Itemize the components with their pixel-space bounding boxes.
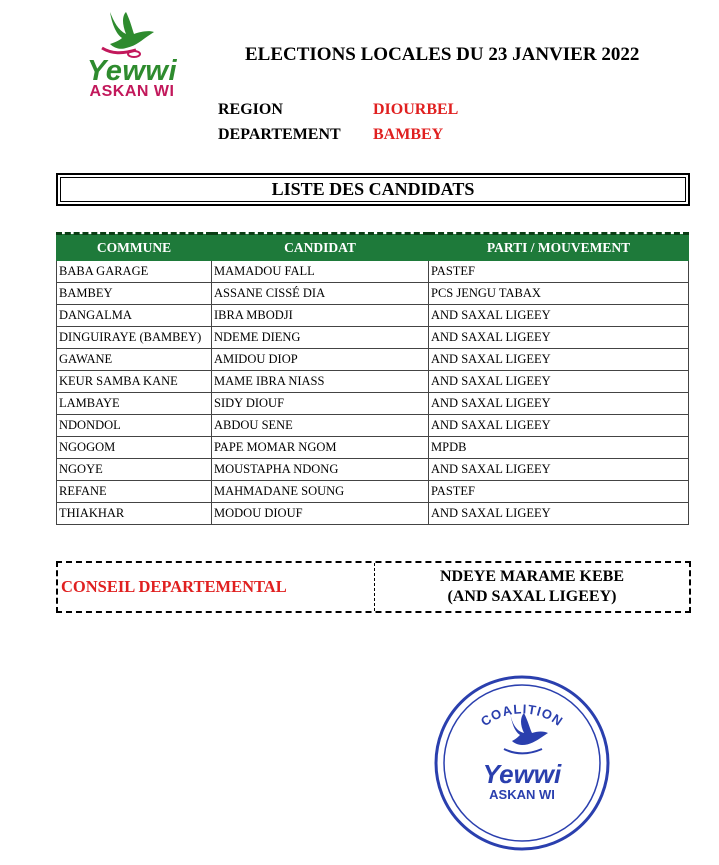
table-row xyxy=(57,305,689,327)
table-row xyxy=(57,327,689,349)
stamp-sub: ASKAN WI xyxy=(489,787,555,802)
commune-cell: NGOGOM xyxy=(57,437,212,459)
table-row xyxy=(57,283,689,305)
parti-cell: PASTEF xyxy=(429,481,689,503)
candidat-cell: AMIDOU DIOP xyxy=(212,349,429,371)
candidat-cell: SIDY DIOUF xyxy=(212,393,429,415)
coalition-stamp xyxy=(432,673,612,853)
stamp-seal xyxy=(432,673,612,853)
table-row xyxy=(57,261,689,283)
parti-cell: AND SAXAL LIGEEY xyxy=(429,393,689,415)
column-header-candidat: CANDIDAT xyxy=(212,234,429,261)
parti-cell: PCS JENGU TABAX xyxy=(429,283,689,305)
dove-icon xyxy=(62,10,202,60)
parti-cell: PASTEF xyxy=(429,261,689,283)
table-row xyxy=(57,415,689,437)
commune-cell: THIAKHAR xyxy=(57,503,212,525)
table-row xyxy=(57,437,689,459)
stamp-top-text: COALITION xyxy=(477,701,567,730)
conseil-departemental-box xyxy=(56,561,691,613)
table-row xyxy=(57,503,689,525)
parti-cell: AND SAXAL LIGEEY xyxy=(429,459,689,481)
logo-brand: Yewwi xyxy=(86,55,178,87)
table-header-row xyxy=(57,234,689,261)
commune-cell: NDONDOL xyxy=(57,415,212,437)
candidat-cell: MAME IBRA NIASS xyxy=(212,371,429,393)
commune-cell: LAMBAYE xyxy=(57,393,212,415)
column-header-parti: PARTI / MOUVEMENT xyxy=(429,234,689,261)
candidat-cell: ABDOU SENE xyxy=(212,415,429,437)
commune-cell: BABA GARAGE xyxy=(57,261,212,283)
commune-cell: NGOYE xyxy=(57,459,212,481)
council-candidate: NDEYE MARAME KEBE xyxy=(439,568,624,585)
candidat-cell: ASSANE CISSÉ DIA xyxy=(212,283,429,305)
table-row xyxy=(57,459,689,481)
candidat-cell: MAHMADANE SOUNG xyxy=(212,481,429,503)
commune-cell: KEUR SAMBA KANE xyxy=(57,371,212,393)
parti-cell: AND SAXAL LIGEEY xyxy=(429,349,689,371)
parti-cell: AND SAXAL LIGEEY xyxy=(429,415,689,437)
commune-cell: REFANE xyxy=(57,481,212,503)
commune-cell: DINGUIRAYE (BAMBEY) xyxy=(57,327,212,349)
page-title: ELECTIONS LOCALES DU 23 JANVIER 2022 xyxy=(245,44,640,65)
parti-cell: AND SAXAL LIGEEY xyxy=(429,503,689,525)
table-row xyxy=(57,481,689,503)
table-row xyxy=(57,371,689,393)
parti-cell: AND SAXAL LIGEEY xyxy=(429,327,689,349)
column-header-commune: COMMUNE xyxy=(57,234,212,261)
council-party: (AND SAXAL LIGEEY) xyxy=(447,588,617,605)
candidat-cell: MOUSTAPHA NDONG xyxy=(212,459,429,481)
department-label: DEPARTEMENT xyxy=(218,126,341,143)
candidat-cell: MODOU DIOUF xyxy=(212,503,429,525)
yewwi-logo xyxy=(62,10,202,102)
commune-cell: BAMBEY xyxy=(57,283,212,305)
council-label: CONSEIL DEPARTEMENTAL xyxy=(58,563,375,611)
candidates-table xyxy=(56,232,689,525)
parti-cell: AND SAXAL LIGEEY xyxy=(429,371,689,393)
region-label: REGION xyxy=(218,101,283,118)
region-value: DIOURBEL xyxy=(373,101,459,118)
stamp-brand: Yewwi xyxy=(482,759,562,789)
commune-cell: GAWANE xyxy=(57,349,212,371)
council-candidate-cell xyxy=(375,563,689,611)
candidat-cell: IBRA MBODJI xyxy=(212,305,429,327)
candidat-cell: NDEME DIENG xyxy=(212,327,429,349)
candidat-cell: PAPE MOMAR NGOM xyxy=(212,437,429,459)
commune-cell: DANGALMA xyxy=(57,305,212,327)
table-row xyxy=(57,349,689,371)
parti-cell: AND SAXAL LIGEEY xyxy=(429,305,689,327)
department-value: BAMBEY xyxy=(373,126,444,143)
parti-cell: MPDB xyxy=(429,437,689,459)
table-row xyxy=(57,393,689,415)
logo-sub: ASKAN WI xyxy=(89,83,175,100)
list-title: LISTE DES CANDIDATS xyxy=(56,173,690,206)
candidat-cell: MAMADOU FALL xyxy=(212,261,429,283)
